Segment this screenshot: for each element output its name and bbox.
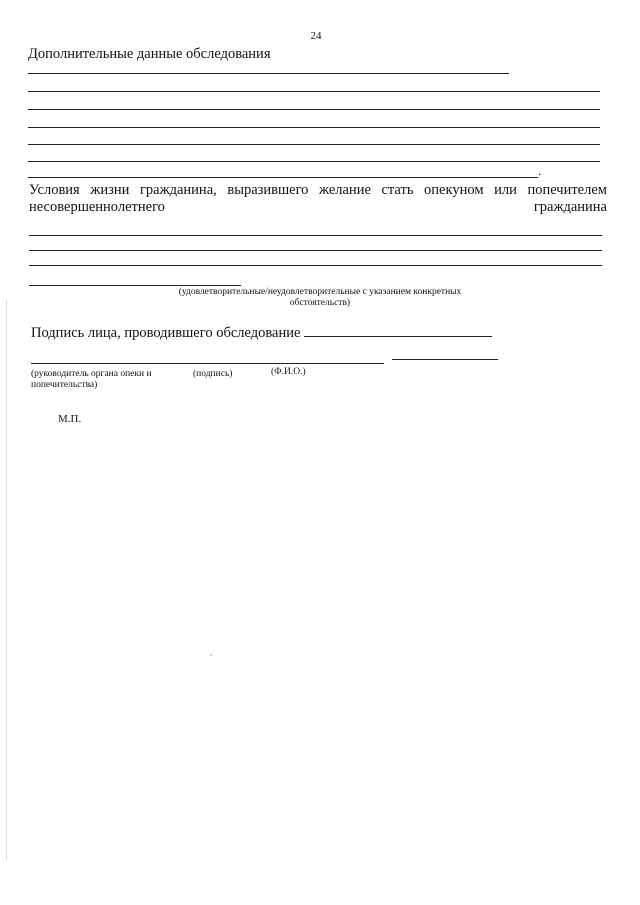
blank-line xyxy=(29,285,241,286)
head-signature-line xyxy=(31,363,384,364)
word: стать xyxy=(381,182,414,198)
stamp-place: М.П. xyxy=(58,413,82,425)
signature-line xyxy=(31,322,492,342)
word: попечителем xyxy=(527,182,607,198)
signature-label: Подпись лица, проводившего обследование xyxy=(31,325,301,341)
blank-line xyxy=(28,127,600,128)
word: Условия xyxy=(29,182,80,198)
scan-margin-line xyxy=(6,300,7,860)
living-conditions-line-2 xyxy=(29,199,607,216)
end-mark: . xyxy=(538,163,542,178)
blank-line xyxy=(29,265,602,266)
living-conditions-paragraph xyxy=(29,182,607,216)
word: гражданина xyxy=(533,199,607,215)
blank-line xyxy=(28,144,600,145)
blank-line xyxy=(29,250,602,251)
word: выразившего xyxy=(227,182,309,198)
living-conditions-line-1 xyxy=(29,182,607,199)
word: жизни xyxy=(90,182,130,198)
conditions-caption: (удовлетворительные/неудовлетворительные с указанием конкретных обстоятельств) xyxy=(178,287,462,308)
additional-data-heading: Дополнительные данные обследования xyxy=(28,46,271,62)
blank-line xyxy=(28,161,600,162)
word: желание xyxy=(319,182,371,198)
sign-caption: (подпись) xyxy=(193,369,233,379)
signature-blank[interactable] xyxy=(304,322,492,337)
page-number: 24 xyxy=(310,30,322,42)
word: опекуном xyxy=(424,182,484,198)
word: несовершеннолетнего xyxy=(29,199,165,215)
scan-speck xyxy=(210,654,212,656)
word: гражданина, xyxy=(139,182,217,198)
fio-line xyxy=(392,359,498,360)
blank-line xyxy=(28,73,509,74)
blank-line xyxy=(28,109,600,110)
blank-line xyxy=(28,91,600,92)
blank-line xyxy=(28,177,538,178)
head-caption: (руководитель органа опеки и попечительства) xyxy=(31,369,152,390)
fio-caption: (Ф.И.О.) xyxy=(271,367,306,377)
blank-line xyxy=(29,235,602,236)
word: или xyxy=(494,182,517,198)
